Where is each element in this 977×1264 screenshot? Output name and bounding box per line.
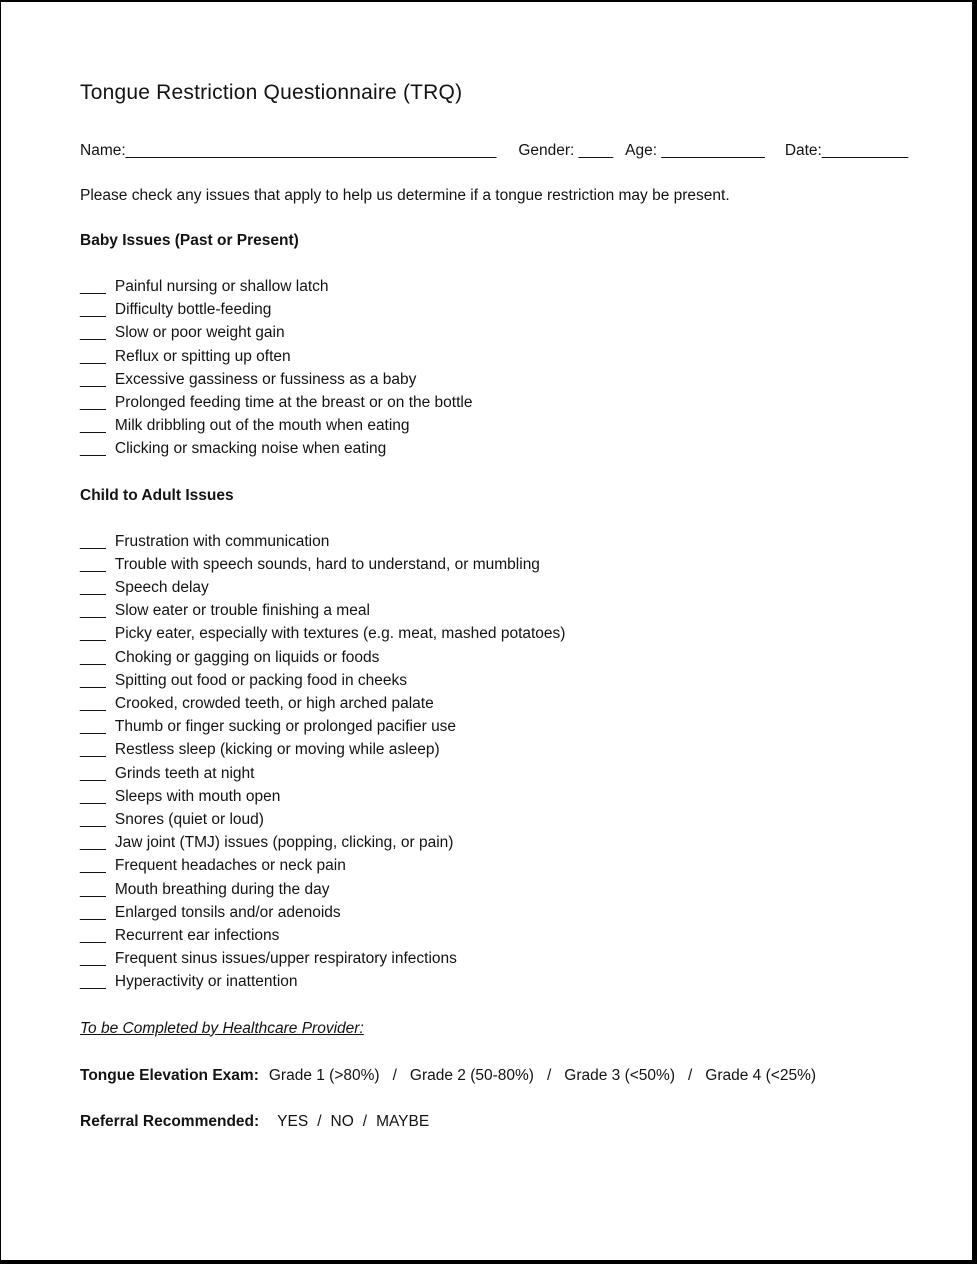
exam-option-grade3: Grade 3 (<50%) <box>564 1066 675 1084</box>
checklist-item <box>80 738 931 761</box>
checkbox-blank: ___ <box>80 857 106 875</box>
option-separator: / <box>687 1066 693 1084</box>
provider-section-heading: To be Completed by Healthcare Provider: <box>80 1019 364 1037</box>
checkbox-blank: ___ <box>80 880 106 898</box>
checklist-item-label: Picky eater, especially with textures (e.g. meat, mashed potatoes) <box>114 625 566 643</box>
checklist-item <box>80 924 931 947</box>
checklist-item <box>80 622 931 645</box>
name-blank: ___________________________________________ <box>125 142 497 159</box>
referral-option-maybe: MAYBE <box>376 1112 430 1130</box>
checkbox-blank: ___ <box>80 973 106 991</box>
checklist-item <box>80 808 931 831</box>
section-heading-baby-issues: Baby Issues (Past or Present) <box>80 232 299 249</box>
exam-option-grade4: Grade 4 (<25%) <box>705 1066 817 1084</box>
checklist-item-label: Hyperactivity or inattention <box>114 973 298 991</box>
option-separator: / <box>317 1112 322 1130</box>
checklist-item-label: Excessive gassiness or fussiness as a baby <box>114 370 417 388</box>
checklist-item <box>80 414 931 437</box>
referral-option-yes: YES <box>277 1112 309 1130</box>
checklist-item <box>80 437 931 460</box>
checklist-baby-issues <box>80 275 931 461</box>
checklist-item-label: Painful nursing or shallow latch <box>114 278 329 295</box>
date-blank: __________ <box>821 142 909 159</box>
tongue-elevation-exam-row <box>80 1064 931 1087</box>
checklist-item-label: Restless sleep (kicking or moving while asleep) <box>114 741 440 759</box>
checklist-item-label: Trouble with speech sounds, hard to understand, or mumbling <box>114 555 540 573</box>
checkbox-blank: ___ <box>80 671 106 689</box>
checklist-item <box>80 553 931 576</box>
checklist-item <box>80 785 931 808</box>
checkbox-blank: ___ <box>80 555 106 573</box>
checklist-item <box>80 599 931 622</box>
checkbox-blank: ___ <box>80 718 106 736</box>
checkbox-blank: ___ <box>80 695 106 713</box>
checkbox-blank: ___ <box>80 648 106 666</box>
name-label: Name: <box>80 142 126 159</box>
checkbox-blank: ___ <box>80 347 106 365</box>
checkbox-blank: ___ <box>80 741 106 759</box>
checkbox-blank: ___ <box>80 625 106 643</box>
checklist-item <box>80 901 931 924</box>
checklist-item-label: Prolonged feeding time at the breast or on the bottle <box>114 394 473 412</box>
checklist-item-label: Thumb or finger sucking or prolonged pacifier use <box>114 718 457 736</box>
checklist-item <box>80 321 931 344</box>
checkbox-blank: ___ <box>80 579 106 597</box>
instructions-text: Please check any issues that apply to help us determine if a tongue restriction may be present. <box>80 187 730 204</box>
checkbox-blank: ___ <box>80 787 106 805</box>
checklist-child-adult-issues <box>80 530 931 994</box>
checklist-item-label: Recurrent ear infections <box>114 927 280 945</box>
checklist-item-label: Clicking or smacking noise when eating <box>114 440 387 458</box>
checkbox-blank: ___ <box>80 417 106 435</box>
checklist-item <box>80 275 931 298</box>
checklist-item <box>80 947 931 970</box>
checklist-item-label: Reflux or spitting up often <box>114 347 291 365</box>
checkbox-blank: ___ <box>80 602 106 620</box>
checklist-item <box>80 831 931 854</box>
checklist-item-label: Grinds teeth at night <box>114 764 255 782</box>
form-title: Tongue Restriction Questionnaire (TRQ) <box>80 81 463 104</box>
checklist-item-label: Sleeps with mouth open <box>114 787 281 805</box>
checkbox-blank: ___ <box>80 278 106 295</box>
checkbox-blank: ___ <box>80 324 106 342</box>
age-label: Age: <box>625 142 658 159</box>
checklist-item-label: Choking or gagging on liquids or foods <box>114 648 380 666</box>
checklist-item-label: Milk dribbling out of the mouth when eating <box>114 417 410 435</box>
checklist-item-label: Speech delay <box>114 579 209 597</box>
checklist-item <box>80 970 931 993</box>
exam-label: Tongue Elevation Exam: <box>80 1066 259 1084</box>
gender-blank: ____ <box>578 142 614 159</box>
checklist-item-label: Crooked, crowded teeth, or high arched palate <box>114 695 434 713</box>
section-heading-child-adult-issues: Child to Adult Issues <box>80 486 234 504</box>
referral-recommended-row <box>80 1110 931 1133</box>
header-fields-row <box>80 139 931 162</box>
checklist-item <box>80 878 931 901</box>
option-separator: / <box>362 1112 368 1130</box>
checklist-item <box>80 576 931 599</box>
checklist-item <box>80 391 931 414</box>
checkbox-blank: ___ <box>80 834 106 852</box>
gender-label: Gender: <box>518 142 575 159</box>
checkbox-blank: ___ <box>80 903 106 921</box>
checklist-item <box>80 530 931 553</box>
referral-option-no: NO <box>330 1112 354 1130</box>
checklist-item <box>80 345 931 368</box>
checklist-item-label: Snores (quiet or loud) <box>114 811 264 829</box>
checklist-item-label: Mouth breathing during the day <box>114 880 330 898</box>
checkbox-blank: ___ <box>80 950 106 968</box>
checkbox-blank: ___ <box>80 532 106 550</box>
checklist-item-label: Difficulty bottle-feeding <box>114 301 272 319</box>
referral-label: Referral Recommended: <box>80 1112 260 1130</box>
checklist-item-label: Jaw joint (TMJ) issues (popping, clicking, or pain) <box>114 834 454 852</box>
checklist-item-label: Enlarged tonsils and/or adenoids <box>114 903 341 921</box>
checkbox-blank: ___ <box>80 764 106 782</box>
checkbox-blank: ___ <box>80 301 106 319</box>
checkbox-blank: ___ <box>80 440 106 458</box>
checklist-item-label: Slow eater or trouble finishing a meal <box>114 602 370 620</box>
date-label: Date: <box>784 142 822 159</box>
checklist-item <box>80 715 931 738</box>
exam-option-grade1: Grade 1 (>80%) <box>268 1066 380 1084</box>
checklist-item-label: Slow or poor weight gain <box>114 324 285 342</box>
checkbox-blank: ___ <box>80 370 106 388</box>
checkbox-blank: ___ <box>80 927 106 945</box>
option-separator: / <box>546 1066 552 1084</box>
checkbox-blank: ___ <box>80 394 106 412</box>
checklist-item <box>80 854 931 877</box>
checklist-item-label: Spitting out food or packing food in cheeks <box>114 671 407 689</box>
checklist-item <box>80 298 931 321</box>
checklist-item <box>80 692 931 715</box>
age-blank: ____________ <box>661 142 765 159</box>
checklist-item-label: Frustration with communication <box>114 532 330 550</box>
checklist-item <box>80 669 931 692</box>
checklist-item <box>80 646 931 669</box>
checklist-item-label: Frequent headaches or neck pain <box>114 857 346 875</box>
option-separator: / <box>392 1066 397 1084</box>
checklist-item <box>80 368 931 391</box>
checkbox-blank: ___ <box>80 811 106 829</box>
checklist-item-label: Frequent sinus issues/upper respiratory infections <box>114 950 457 968</box>
checklist-item <box>80 762 931 785</box>
exam-option-grade2: Grade 2 (50-80%) <box>409 1066 534 1084</box>
